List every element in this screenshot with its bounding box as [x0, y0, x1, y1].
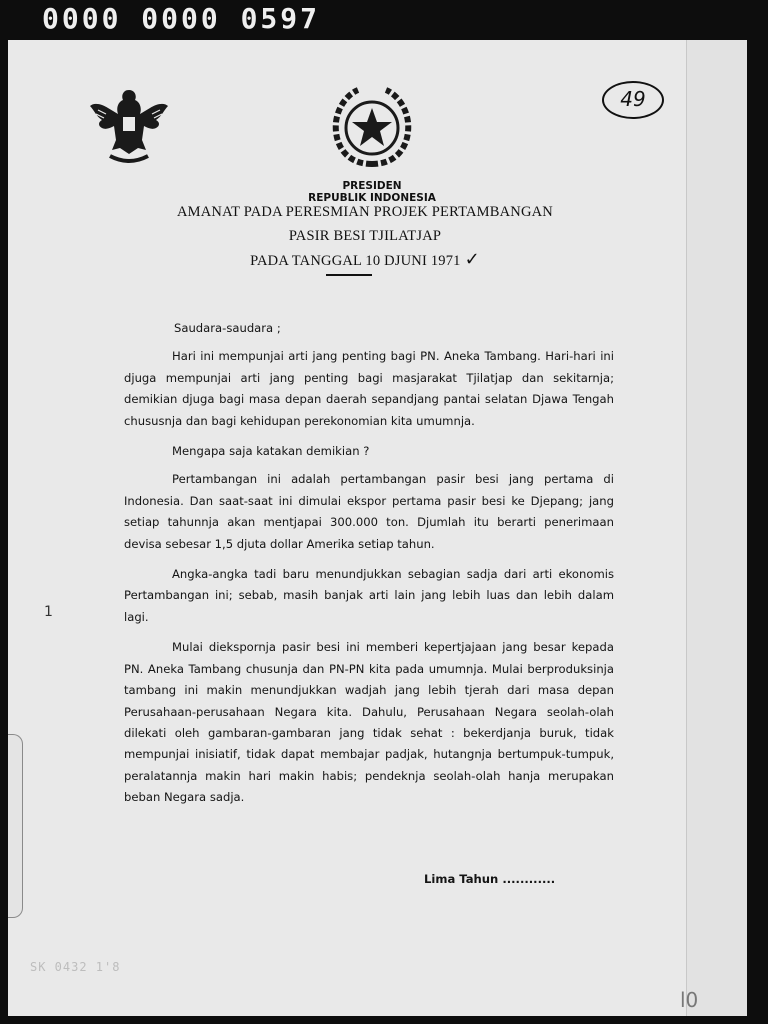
title-divider — [326, 274, 372, 276]
adjacent-page-edge — [686, 40, 747, 1016]
handwritten-page-number: 49 — [602, 81, 664, 119]
continuation-line: Lima Tahun ............ — [424, 872, 556, 886]
sheet-mark: l0 — [680, 988, 699, 1012]
title-line-1: AMANAT PADA PERESMIAN PROJEK PERTAMBANGAN — [177, 204, 553, 220]
title-line-3 — [140, 248, 590, 273]
title-line-2: PASIR BESI TJILATJAP — [288, 228, 442, 244]
paragraph-3: Pertambangan ini adalah pertambangan pasir besi jang pertama di Indonesia. Dan saat-saat ini dimulai ekspor pertama pasir besi ke Djepang; jang setiap tahunnja akan mentjapai 300.000 ton. Djumlah itu berarti penerimaan devisa sebesar 1,5 djuta dollar Amerika setiap tahun. — [124, 472, 614, 551]
star-seal-icon — [328, 86, 416, 170]
microfilm-frame-number: 0000 0000 0597 — [42, 2, 321, 35]
office-line-1: PRESIDEN — [342, 180, 402, 192]
paragraph-4: Angka-angka tadi baru menundjukkan sebagian sadja dari arti ekonomis Pertambangan ini; sebab, masih banjak arti lain jang lebih luas dan lebih dalam lagi. — [124, 567, 614, 624]
garuda-emblem-icon — [88, 80, 170, 164]
speech-body — [124, 318, 614, 818]
checkmark-icon: ✓ — [464, 249, 480, 270]
paragraph-1: Hari ini mempunjai arti jang penting bagi PN. Aneka Tambang. Hari-hari ini djuga mempunjai arti jang penting bagi masjarakat Tjilatjap dan sekitarnja; demikian djuga bagi masa depan daerah sepandjang pantai selatan Djawa Tengah chususnja dan bagi kehidupan perekonomian kita umumnja. — [124, 349, 614, 428]
document-title — [140, 200, 590, 273]
binder-tab — [8, 734, 23, 918]
margin-mark: 1 — [44, 604, 53, 620]
archive-stamp: SK 0432 1'8 — [30, 960, 121, 974]
paragraph-2: Mengapa saja katakan demikian ? — [172, 444, 370, 459]
office-line-2: REPUBLIK INDONESIA — [308, 192, 436, 204]
paragraph-5: Mulai diekspornja pasir besi ini memberi kepertjajaan jang besar kepada PN. Aneka Tambang chusunja dan PN-PN kita pada umumnja. Mulai berproduksinja tambang ini makin menundjukkan wadjah jang lebih tjerah dari masa depan Perusahaan-perusahaan Negara kita. Dahulu, Perusahaan Negara seolah-olah dilekati oleh gambaran-gambaran jang tidak sehat : bekerdjanja buruk, tidak mempunjai inisiatif, tidak dapat membajar padjak, hutangnja bertumpuk-tumpuk, peralatannja makin hari makin habis; pendeknja seolah-olah hanja merupakan beban Negara sadja. — [124, 640, 614, 805]
title-date: PADA TANGGAL 10 DJUNI 1971 — [250, 253, 461, 269]
salutation: Saudara-saudara ; — [174, 321, 281, 335]
